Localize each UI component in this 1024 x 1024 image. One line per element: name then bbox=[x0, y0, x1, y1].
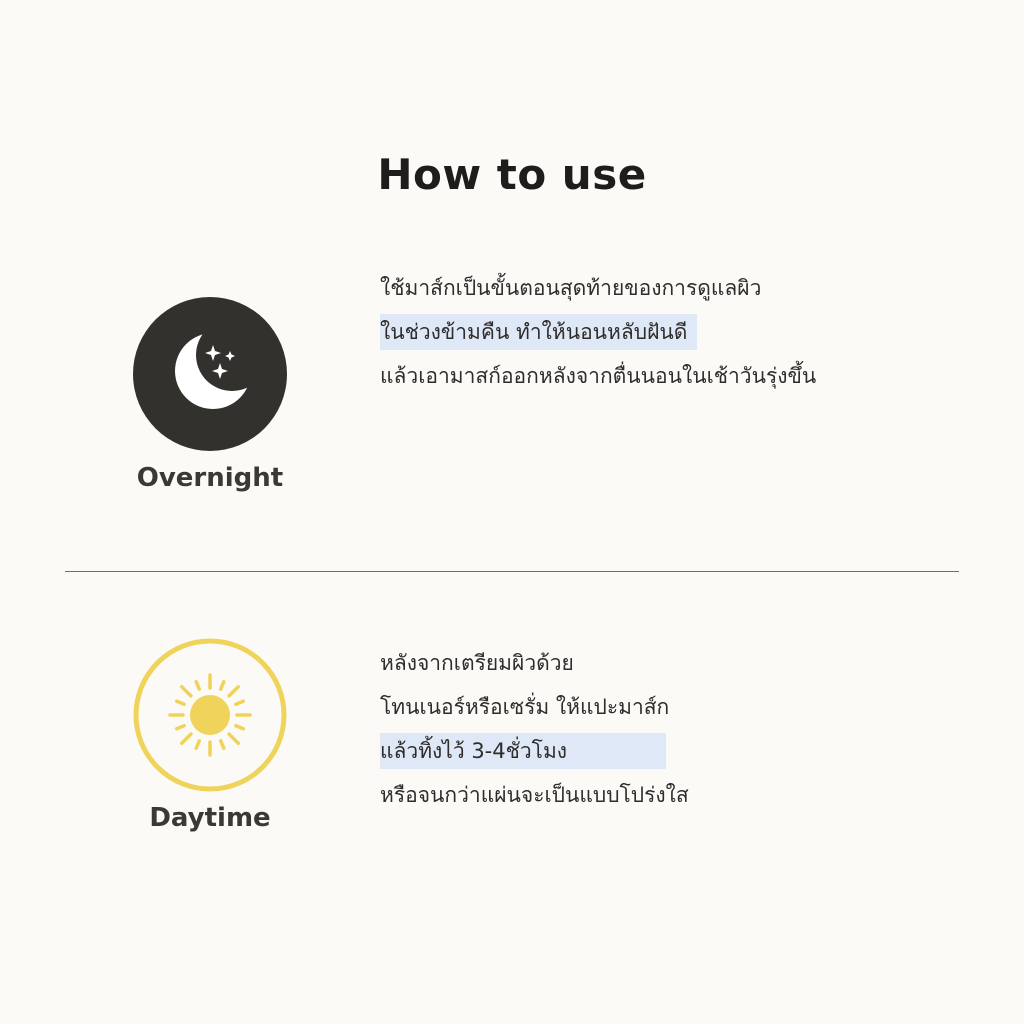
daytime-line-1: หลังจากเตรียมผิวด้วย bbox=[380, 651, 574, 675]
overnight-label: Overnight bbox=[136, 463, 284, 493]
sun-ray bbox=[229, 734, 238, 743]
sun-ray bbox=[182, 734, 191, 743]
overnight-line-1: ใช้มาส์กเป็นขั้นตอนสุดท้ายของการดูแลผิว bbox=[380, 276, 762, 300]
overnight-line-2 bbox=[380, 314, 980, 358]
highlighted-text: ในช่วงข้ามคืน ทำให้นอนหลับฝันดี bbox=[380, 314, 697, 350]
daytime-line-2: โทนเนอร์หรือเซรั่ม ให้แปะมาส์ก bbox=[380, 695, 670, 719]
sun-ray bbox=[221, 741, 224, 748]
moon-stars-icon bbox=[133, 297, 287, 451]
page-title: How to use bbox=[377, 150, 647, 199]
sun-ray bbox=[221, 682, 224, 689]
sun-ray bbox=[236, 701, 243, 704]
sun-ray bbox=[196, 682, 199, 689]
daytime-instructions bbox=[380, 645, 980, 821]
sun-ray bbox=[182, 687, 191, 696]
sun-ray bbox=[177, 726, 184, 729]
sun-ray bbox=[177, 701, 184, 704]
section-divider bbox=[65, 571, 959, 572]
daytime-line-3 bbox=[380, 733, 980, 777]
highlighted-text: แล้วทิ้งไว้ 3-4ชั่วโมง bbox=[380, 733, 666, 769]
sun-ray bbox=[236, 726, 243, 729]
overnight-line-3: แล้วเอามาสก์ออกหลังจากตื่นนอนในเช้าวันรุ่งขึ้น bbox=[380, 364, 817, 388]
daytime-line-4: หรือจนกว่าแผ่นจะเป็นแบบโปร่งใส bbox=[380, 783, 689, 807]
daytime-label: Daytime bbox=[149, 803, 271, 833]
overnight-instructions bbox=[380, 270, 980, 402]
sun-icon bbox=[133, 638, 287, 792]
sun-ray bbox=[196, 741, 199, 748]
sun-ray bbox=[229, 687, 238, 696]
